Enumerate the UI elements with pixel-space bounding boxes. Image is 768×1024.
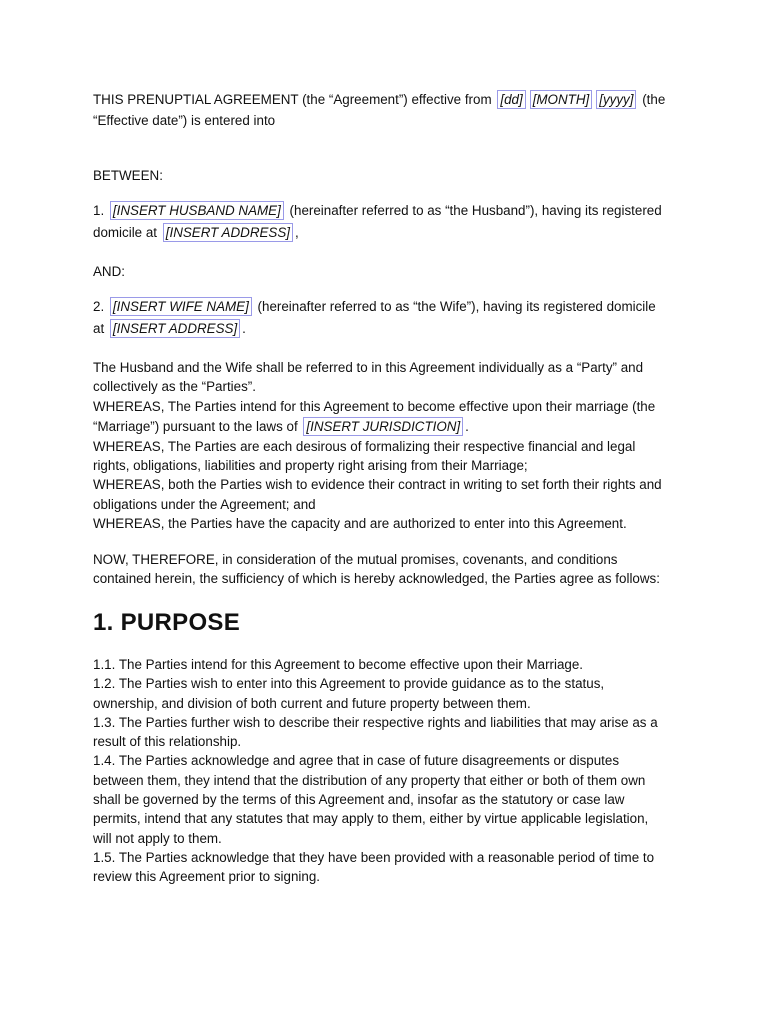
- intro-text: THIS PRENUPTIAL AGREEMENT (the “Agreement”) effective from: [93, 92, 492, 107]
- husband-address-placeholder[interactable]: [INSERT ADDRESS]: [163, 223, 293, 242]
- party-wife: [93, 296, 683, 340]
- clause-line: shall be governed by the terms of this Agreement and, insofar as the statutory or case law: [93, 792, 625, 808]
- wife-name-placeholder[interactable]: [INSERT WIFE NAME]: [110, 297, 252, 316]
- month-placeholder[interactable]: [MONTH]: [530, 90, 593, 109]
- and-heading: AND:: [93, 264, 125, 279]
- party2-number: 2.: [93, 299, 105, 314]
- clause-line: review this Agreement prior to signing.: [93, 869, 321, 885]
- intro-text-end: (the: [642, 92, 666, 107]
- party2-domicile: at: [93, 321, 105, 336]
- section1-body: [93, 655, 683, 887]
- intro-paragraph: [93, 89, 683, 131]
- party1-text: (hereinafter referred to as “the Husband”), having its registered: [289, 203, 662, 218]
- recital-line: WHEREAS, The Parties intend for this Agreement to become effective upon their marriage (the: [93, 398, 656, 414]
- party2-text: (hereinafter referred to as “the Wife”), having its registered domicile: [257, 299, 656, 314]
- between-heading: BETWEEN:: [93, 168, 163, 183]
- recital-line: obligations under the Agreement; and: [93, 496, 316, 512]
- clause-line: 1.1. The Parties intend for this Agreement to become effective upon their Marriage.: [93, 657, 584, 672]
- now-line: NOW, THEREFORE, in consideration of the mutual promises, covenants, and conditions: [93, 552, 618, 567]
- recital-line: rights, obligations, liabilities and property right arising from their Marriage;: [93, 458, 528, 474]
- now-line: contained herein, the sufficiency of which is hereby acknowledged, the Parties agree as follows:: [93, 571, 660, 587]
- clause-line: 1.2. The Parties wish to enter into this Agreement to provide guidance as to the status,: [93, 676, 605, 692]
- recital-line-end: .: [465, 418, 469, 434]
- party1-domicile: domicile at: [93, 225, 158, 240]
- clause-line: will not apply to them.: [93, 830, 222, 846]
- year-placeholder[interactable]: [yyyy]: [596, 90, 636, 109]
- party2-end: .: [242, 321, 246, 336]
- husband-name-placeholder[interactable]: [INSERT HUSBAND NAME]: [110, 201, 284, 220]
- party1-end: ,: [295, 225, 299, 240]
- recital-line: collectively as the “Parties”.: [93, 379, 256, 395]
- clause-line: 1.3. The Parties further wish to describe their respective rights and liabilities that may arise as a: [93, 714, 658, 730]
- recital-line: WHEREAS, the Parties have the capacity and are authorized to enter into this Agreement.: [93, 516, 627, 532]
- clause-line: permits, intend that any statutes that may apply to them, either by virtue applicable legislation,: [93, 811, 649, 827]
- recital-line: “Marriage”) pursuant to the laws of: [93, 418, 298, 434]
- section-title-purpose: 1. PURPOSE: [93, 609, 241, 636]
- party-husband: [93, 200, 683, 244]
- clause-line: 1.5. The Parties acknowledge that they have been provided with a reasonable period of time to: [93, 849, 655, 865]
- day-placeholder[interactable]: [dd]: [497, 90, 525, 109]
- recitals: [93, 358, 683, 533]
- wife-address-placeholder[interactable]: [INSERT ADDRESS]: [110, 319, 240, 338]
- intro-line-2: “Effective date”) is entered into: [93, 113, 276, 128]
- recital-line: The Husband and the Wife shall be referred to in this Agreement individually as a “Party” and: [93, 360, 644, 375]
- clause-line: 1.4. The Parties acknowledge and agree that in case of future disagreements or disputes: [93, 753, 620, 769]
- now-therefore-paragraph: [93, 550, 683, 589]
- recital-line: WHEREAS, The Parties are each desirous of formalizing their respective financial and legal: [93, 438, 636, 454]
- clause-line: result of this relationship.: [93, 734, 242, 750]
- recital-line: WHEREAS, both the Parties wish to evidence their contract in writing to set forth their rights and: [93, 477, 662, 493]
- clause-line: between them, they intend that the distribution of any property that either or both of them own: [93, 772, 646, 788]
- clause-line: ownership, and division of both current and future property between them.: [93, 695, 531, 711]
- party1-number: 1.: [93, 203, 105, 218]
- jurisdiction-placeholder[interactable]: [INSERT JURISDICTION]: [303, 417, 463, 436]
